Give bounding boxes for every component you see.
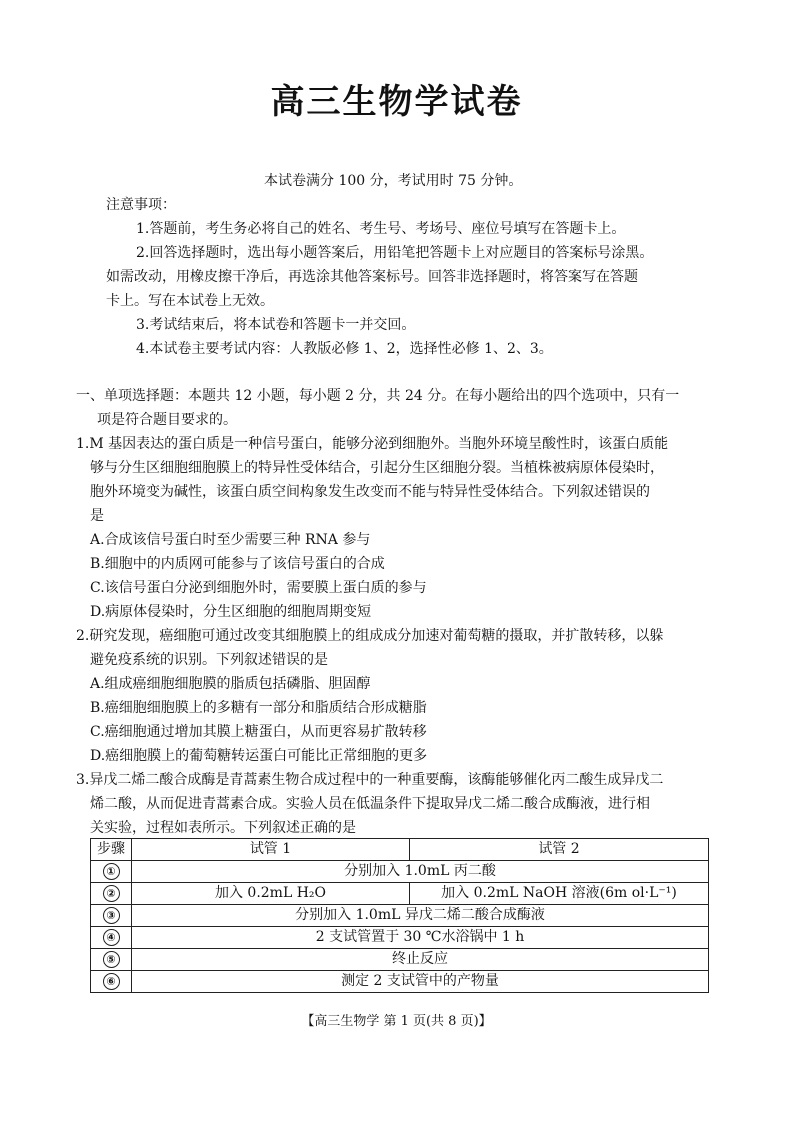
header-tube-2: 试管 2	[410, 839, 709, 861]
table-row	[91, 949, 709, 971]
step-text: 分别加入 1.0mL 丙二酸	[132, 861, 709, 883]
page-footer: 【高三生物学 第 1 页(共 8 页)】	[301, 1014, 492, 1029]
circled-number: ①	[103, 863, 120, 880]
question-1-option-a: A.合成该信号蛋白时至少需要三种 RNA 参与	[90, 532, 371, 548]
notes-heading: 注意事项：	[106, 197, 176, 213]
step-text: 终止反应	[132, 949, 709, 971]
section-heading: 一、单项选择题：本题共 12 小题，每小题 2 分，共 24 分。在每小题给出的四个选项中，只有一	[76, 388, 680, 404]
circled-number: ⑥	[103, 973, 120, 990]
step-number	[91, 971, 132, 993]
question-2-option-c: C.癌细胞通过增加其膜上糖蛋白，从而更容易扩散转移	[90, 724, 427, 740]
question-3-stem: 3.异戊二烯二酸合成酶是青蒿素生物合成过程中的一种重要酶，该酶能够催化丙二酸生成异戊二	[76, 772, 664, 788]
step-text: 测定 2 支试管中的产物量	[132, 971, 709, 993]
section-heading-cont: 项是符合题目要求的。	[97, 412, 237, 428]
question-1-option-d: D.病原体侵染时，分生区细胞的细胞周期变短	[90, 604, 372, 620]
step-number	[91, 905, 132, 927]
circled-number: ⑤	[103, 951, 120, 968]
question-3-stem-2: 烯二酸，从而促进青蒿素合成。实验人员在低温条件下提取异戊二烯二酸合成酶液，进行相	[90, 796, 650, 812]
note-1: 1.答题前，考生务必将自己的姓名、考生号、考场号、座位号填写在答题卡上。	[136, 221, 626, 237]
question-1-option-c: C.该信号蛋白分泌到细胞外时，需要膜上蛋白质的参与	[90, 580, 427, 596]
question-3-stem-3: 关实验，过程如表所示。下列叙述正确的是	[90, 820, 356, 836]
question-1-stem: 1.M 基因表达的蛋白质是一种信号蛋白，能够分泌到细胞外。当胞外环境呈酸性时，该蛋白质能	[76, 436, 669, 452]
header-step: 步骤	[91, 839, 132, 861]
note-2-cont: 如需改动，用橡皮擦干净后，再选涂其他答案标号。回答非选择题时，将答案写在答题	[106, 269, 638, 285]
step-number	[91, 861, 132, 883]
step-text-tube-2: 加入 0.2mL NaOH 溶液(6m ol·L⁻¹)	[410, 883, 709, 905]
step-text-tube-1: 加入 0.2mL H₂O	[132, 883, 410, 905]
note-2: 2.回答选择题时，选出每小题答案后，用铅笔把答题卡上对应题目的答案标号涂黑。	[136, 245, 654, 261]
circled-number: ②	[103, 885, 120, 902]
table-row	[91, 883, 709, 905]
table-header-row	[91, 839, 709, 861]
question-2-stem: 2.研究发现，癌细胞可通过改变其细胞膜上的组成成分加速对葡萄糖的摄取，并扩散转移，以躲	[76, 628, 664, 644]
question-2-option-a: A.组成癌细胞细胞膜的脂质包括磷脂、胆固醇	[90, 676, 371, 692]
question-2-option-b: B.癌细胞细胞膜上的多糖有一部分和脂质结合形成糖脂	[90, 700, 427, 716]
step-number	[91, 927, 132, 949]
circled-number: ④	[103, 929, 120, 946]
question-2-option-d: D.癌细胞膜上的葡萄糖转运蛋白可能比正常细胞的更多	[90, 748, 428, 764]
note-3: 3.考试结束后，将本试卷和答题卡一并交回。	[136, 317, 416, 333]
question-2-stem-2: 避免疫系统的识别。下列叙述错误的是	[90, 652, 328, 668]
question-1-stem-2: 够与分生区细胞细胞膜上的特异性受体结合，引起分生区细胞分裂。当植株被病原体侵染时，	[90, 460, 664, 476]
table-row	[91, 971, 709, 993]
table-row	[91, 905, 709, 927]
question-1-stem-4: 是	[90, 508, 104, 524]
step-number	[91, 883, 132, 905]
header-tube-1: 试管 1	[132, 839, 410, 861]
table-row	[91, 927, 709, 949]
experiment-steps-table	[90, 838, 709, 993]
note-2-cont2: 卡上。写在本试卷上无效。	[106, 293, 274, 309]
table-row	[91, 861, 709, 883]
step-text: 分别加入 1.0mL 异戊二烯二酸合成酶液	[132, 905, 709, 927]
score-line: 本试卷满分 100 分，考试用时 75 分钟。	[264, 173, 523, 189]
question-1-stem-3: 胞外环境变为碱性，该蛋白质空间构象发生改变而不能与特异性受体结合。下列叙述错误的	[90, 484, 650, 500]
step-number	[91, 949, 132, 971]
circled-number: ③	[103, 907, 120, 924]
note-4: 4.本试卷主要考试内容：人教版必修 1、2，选择性必修 1、2、3。	[136, 341, 553, 357]
page-title: 高三生物学试卷	[270, 82, 523, 122]
question-1-option-b: B.细胞中的内质网可能参与了该信号蛋白的合成	[90, 556, 385, 572]
step-text: 2 支试管置于 30 ℃水浴锅中 1 h	[132, 927, 709, 949]
